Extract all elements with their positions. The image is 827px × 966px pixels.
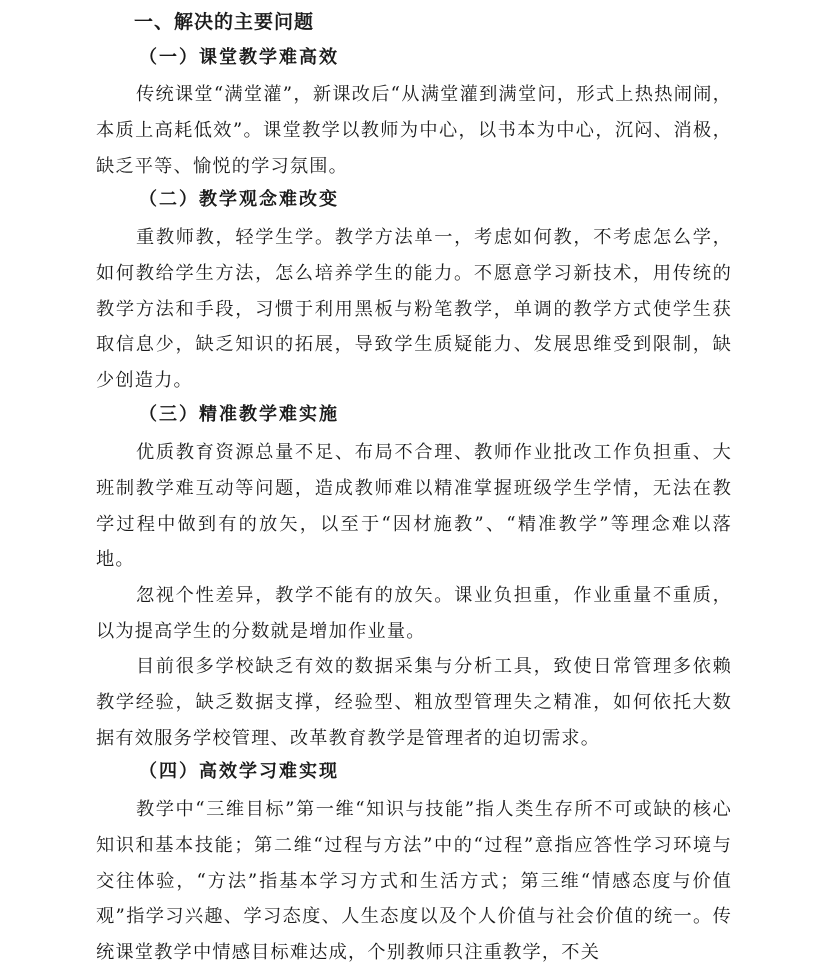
subsection-heading-2: （二）教学观念难改变	[139, 189, 339, 210]
paragraph: 传统课堂“满堂灌”，新课改后“从满堂灌到满堂问，形式上热热闹闹，本质上高耗低效”。课堂教学以教师为中心，以书本为中心，沉闷、消极，缺乏平等、愉悦的学习氛围。	[96, 84, 732, 177]
paragraph: 教学中“三维目标”第一维“知识与技能”指人类生存所不可或缺的核心知识和基本技能；第二维“过程与方法”中的“过程”意指应答性学习环境与交往体验，“方法”指基本学习方式和生活方式；第三维“情感态度与价值观”指学习兴趣、学习态度、人生态度以及个人价值与社会价值的统一。传统课堂教学中情感目标难达成，个别教师只注重教学，不关	[96, 799, 732, 964]
subsection-heading-1: （一）课堂教学难高效	[139, 47, 339, 68]
subsection-heading-4: （四）高效学习难实现	[139, 761, 339, 782]
paragraph: 优质教育资源总量不足、布局不合理、教师作业批改工作负担重、大班制教学难互动等问题，造成教师难以精准掌握班级学生学情，无法在教学过程中做到有的放矢，以至于“因材施教”、“精准教学”等理念难以落地。	[96, 442, 732, 571]
paragraph: 忽视个性差异，教学不能有的放矢。课业负担重，作业重量不重质，以为提高学生的分数就是增加作业量。	[96, 585, 732, 642]
paragraph: 目前很多学校缺乏有效的数据采集与分析工具，致使日常管理多依赖教学经验，缺乏数据支撑，经验型、粗放型管理失之精准，如何依托大数据有效服务学校管理、改革教育教学是管理者的迫切需求。	[96, 656, 732, 749]
section-title: 一、解决的主要问题	[134, 11, 315, 33]
paragraph: 重教师教，轻学生学。教学方法单一，考虑如何教，不考虑怎么学，如何教给学生方法，怎么培养学生的能力。不愿意学习新技术，用传统的教学方法和手段，习惯于利用黑板与粉笔教学，单调的教学方式使学生获取信息少，缺乏知识的拓展，导致学生质疑能力、发展思维受到限制，缺少创造力。	[96, 227, 732, 392]
subsection-heading-3: （三）精准教学难实施	[139, 404, 339, 425]
